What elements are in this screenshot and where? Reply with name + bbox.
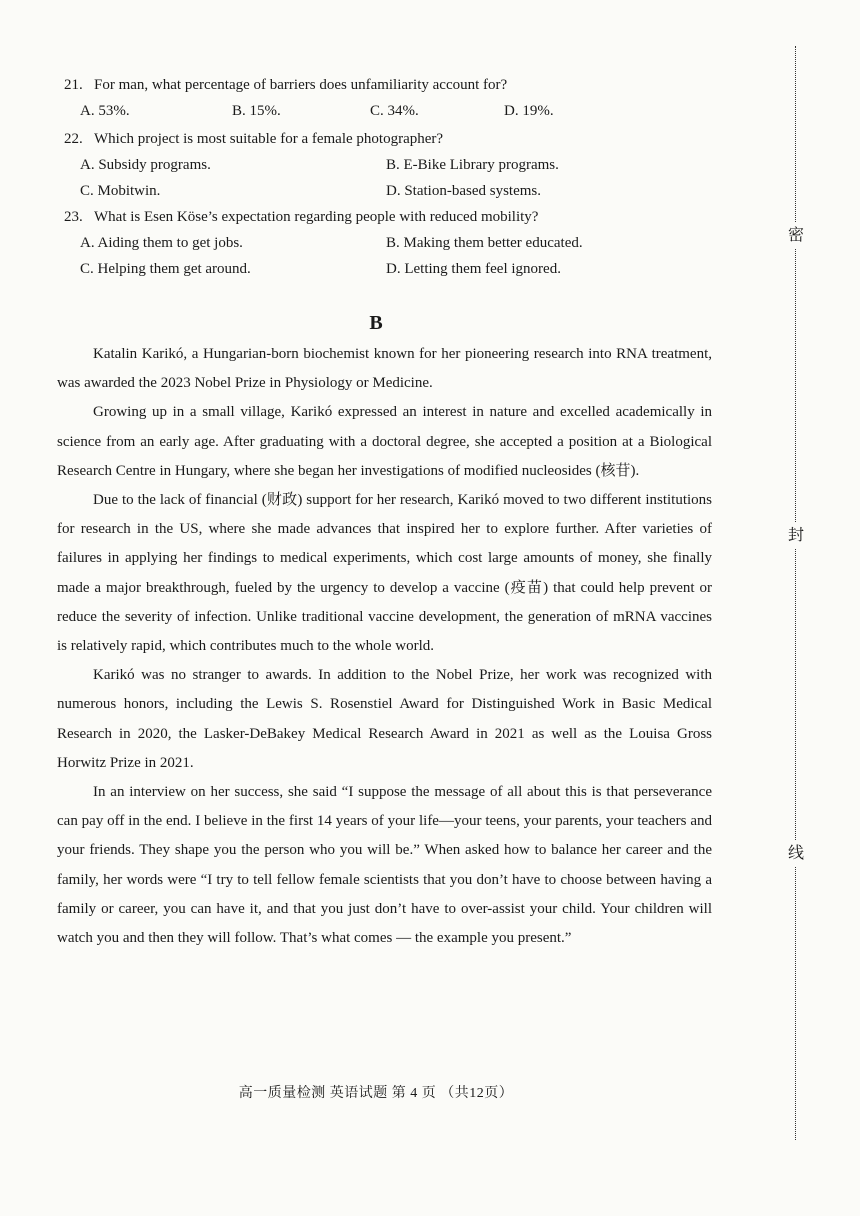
page-footer: 高一质量检测 英语试题 第 4 页 （共12页） <box>238 1086 514 1101</box>
question-21 <box>64 72 744 124</box>
question-number: 22. <box>64 131 83 147</box>
question-22 <box>64 126 744 204</box>
passage-paragraph: Katalin Karikó, a Hungarian-born biochemist known for her pioneering research into RNA treatment, was awarded the 2023 Nobel Prize in Physiology or Medicine. <box>57 346 712 392</box>
passage-paragraph: In an interview on her success, she said “I suppose the message of all about this is that perseverance can pay off in the end. I believe in the first 14 years of your life—your teens, your parents, your teachers and your friends. They shape you the person who you will be.” When asked how to balance her career and the family, her words were “I try to tell fellow female scientists that you don’t have to choose between having a family or career, you can have it, and that you just don’t have to over-assist your child. Your children will watch you and then they will follow. That’s what comes — the example you present.” <box>57 784 712 947</box>
question-text: For man, what percentage of barriers does unfamiliarity account for? <box>94 77 508 93</box>
question-text: Which project is most suitable for a female photographer? <box>94 131 444 147</box>
option-b[interactable]: B. Making them better educated. <box>386 235 583 251</box>
option-a[interactable]: A. Subsidy programs. <box>80 157 211 173</box>
option-d[interactable]: D. Station-based systems. <box>386 183 541 199</box>
question-stem <box>64 72 744 98</box>
option-b[interactable]: B. E-Bike Library programs. <box>386 157 559 173</box>
binding-dotted-line <box>795 46 796 1140</box>
question-number: 23. <box>64 209 83 225</box>
option-d[interactable]: D. Letting them feel ignored. <box>386 261 561 277</box>
binding-mark-seal: 密 <box>785 222 807 248</box>
binding-mark-line: 线 <box>785 840 807 866</box>
option-a[interactable]: A. Aiding them to get jobs. <box>80 235 243 251</box>
option-list <box>64 152 744 204</box>
passage-paragraph: Growing up in a small village, Karikó expressed an interest in nature and excelled academically in science from an early age. After graduating with a doctoral degree, she accepted a position at a Biological Research Centre in Hungary, where she began her investigations of modified nucleosides (核苷). <box>57 404 712 479</box>
option-list <box>64 98 744 124</box>
binding-mark-seal: 封 <box>785 522 807 548</box>
option-c[interactable]: C. Mobitwin. <box>80 183 161 199</box>
question-stem <box>64 126 744 152</box>
question-number: 21. <box>64 77 83 93</box>
option-c[interactable]: C. 34%. <box>370 103 419 119</box>
section-title: B <box>369 312 383 334</box>
question-stem <box>64 204 744 230</box>
option-list <box>64 230 744 282</box>
reading-passage <box>57 340 712 953</box>
option-c[interactable]: C. Helping them get around. <box>80 261 251 277</box>
option-a[interactable]: A. 53%. <box>80 103 130 119</box>
passage-paragraph: Due to the lack of financial (财政) support for her research, Karikó moved to two different institutions for research in the US, where she made advances that inspired her to explore further. After varieties of failures in applying her findings to medical experiments, which cost large amounts of money, she finally made a major breakthrough, fueled by the urgency to develop a vaccine (疫苗) that could help prevent or reduce the severity of infection. Unlike traditional vaccine development, the generation of mRNA vaccines is relatively rapid, which contributes much to the whole world. <box>57 492 712 655</box>
passage-paragraph: Karikó was no stranger to awards. In addition to the Nobel Prize, her work was recognized with numerous honors, including the Lewis S. Rosenstiel Award for Distinguished Work in Basic Medical Research in 2020, the Lasker-DeBakey Medical Research Award in 2021 as well as the Louisa Gross Horwitz Prize in 2021. <box>57 667 712 771</box>
option-d[interactable]: D. 19%. <box>504 103 554 119</box>
question-23 <box>64 204 744 282</box>
option-b[interactable]: B. 15%. <box>232 103 281 119</box>
question-text: What is Esen Köse’s expectation regarding people with reduced mobility? <box>94 209 539 225</box>
